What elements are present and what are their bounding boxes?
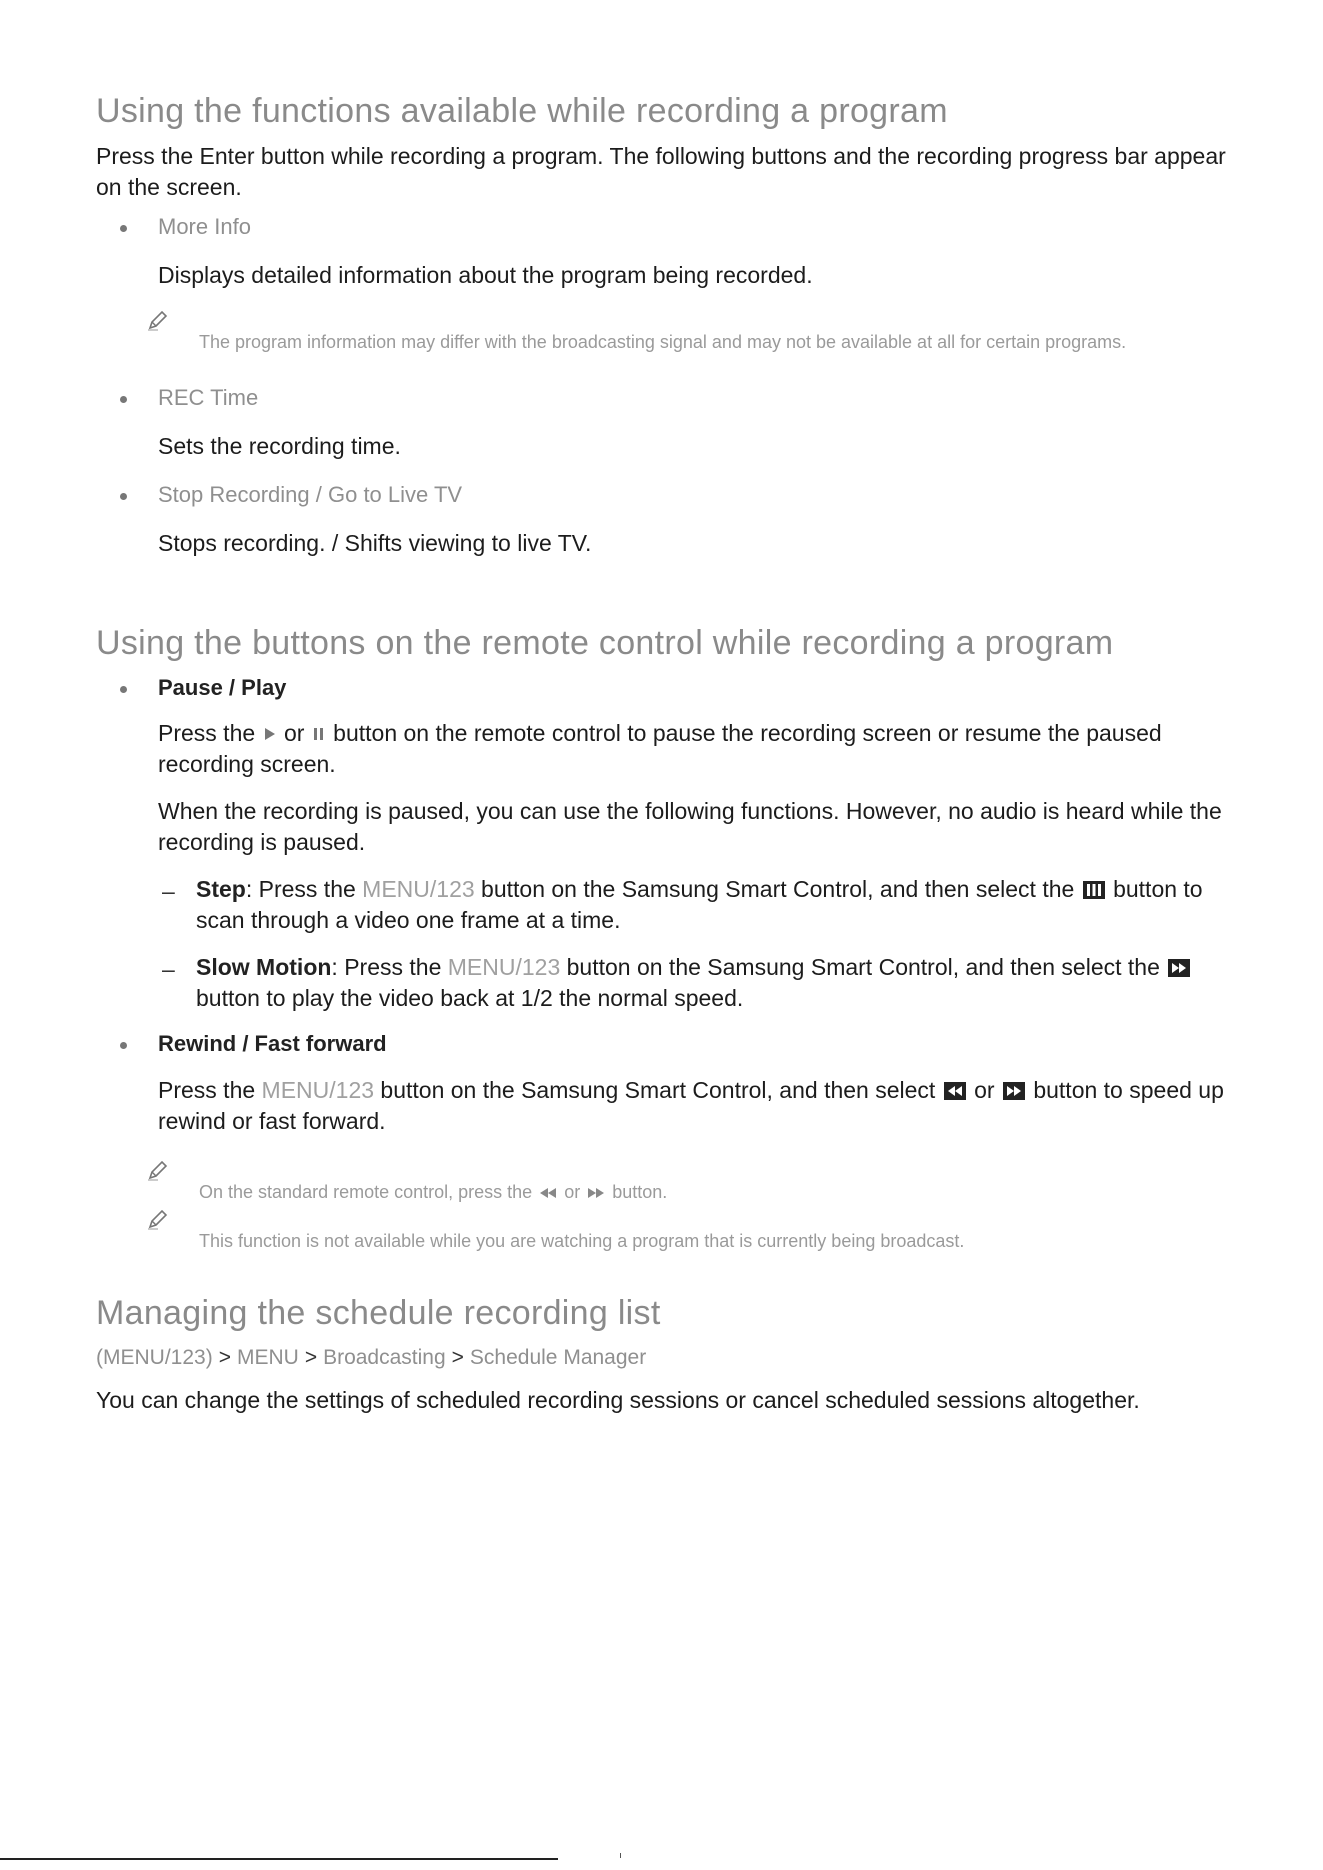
note-standard-remote: On the standard remote control, press the or button. <box>199 1182 668 1202</box>
item-desc-rec-time: Sets the recording time. <box>158 433 401 459</box>
note-not-available: This function is not available while you are watching a program that is currently being broadcast. <box>199 1231 965 1251</box>
section1-intro: Press the Enter button while recording a program. The following buttons and the recording progress bar appear on the screen. <box>96 143 1226 200</box>
section-heading-schedule-list: Managing the schedule recording list <box>96 1294 661 1332</box>
menu-123-label: MENU/123 <box>362 876 475 902</box>
note-program-info: The program information may differ with the broadcasting signal and may not be available at all for certain programs. <box>199 332 1127 352</box>
pause-icon <box>312 726 326 742</box>
breadcrumb-menu: MENU <box>236 1346 299 1369</box>
item-desc-stop-recording: Stops recording. / Shifts viewing to live TV. <box>158 530 592 556</box>
paused-functions-text: When the recording is paused, you can use the following functions. However, no audio is heard while the recording is paused. <box>158 798 1222 855</box>
footer-tick <box>620 1853 621 1858</box>
rewind-icon <box>538 1187 558 1199</box>
bullet-icon <box>120 396 127 403</box>
breadcrumb-menu-123: (MENU/123) <box>96 1346 213 1369</box>
section3-desc: You can change the settings of scheduled recording sessions or cancel scheduled sessions altogether. <box>96 1387 1140 1413</box>
bullet-icon <box>120 225 127 232</box>
section-heading-recording-functions: Using the functions available while recording a program <box>96 92 948 130</box>
footer-rule <box>0 1858 558 1860</box>
slow-motion-icon <box>1168 959 1190 977</box>
pencil-icon <box>146 1158 170 1182</box>
pencil-icon <box>146 1207 170 1231</box>
bullet-icon <box>120 1042 127 1049</box>
dash-marker: – <box>162 956 175 982</box>
item-title-rec-time: REC Time <box>158 385 259 410</box>
menu-123-label: MENU/123 <box>261 1077 375 1103</box>
play-icon <box>263 726 277 742</box>
bullet-icon <box>120 493 127 500</box>
pencil-icon <box>146 308 170 332</box>
step-icon <box>1083 881 1105 899</box>
rewind-icon <box>944 1082 966 1100</box>
slow-motion-text: Slow Motion: Press the MENU/123 button on the Samsung Smart Control, and then select the button to play the video back at 1/2 the normal speed. <box>196 952 1246 1014</box>
section-heading-remote-buttons: Using the buttons on the remote control while recording a program <box>96 624 1114 662</box>
item-title-rewind-ff: Rewind / Fast forward <box>158 1031 387 1056</box>
item-desc-more-info: Displays detailed information about the program being recorded. <box>158 262 813 288</box>
item-title-stop-recording: Stop Recording / Go to Live TV <box>158 482 463 507</box>
item-title-pause-play: Pause / Play <box>158 675 287 700</box>
item-title-more-info: More Info <box>158 214 251 239</box>
fast-forward-icon <box>1003 1082 1025 1100</box>
breadcrumb-broadcasting: Broadcasting <box>323 1346 446 1369</box>
menu-123-label: MENU/123 <box>447 954 561 980</box>
fast-forward-icon <box>586 1187 606 1199</box>
pause-play-desc: Press the or button on the remote control to pause the recording screen or resume the paused recording screen. <box>158 720 1162 777</box>
breadcrumb: (MENU/123) > MENU > Broadcasting > Schedule Manager <box>96 1346 647 1369</box>
breadcrumb-schedule-manager: Schedule Manager <box>469 1346 647 1369</box>
step-function-text: Step: Press the MENU/123 button on the Samsung Smart Control, and then select the button to scan through a video one frame at a time. <box>196 876 1203 933</box>
rewind-ff-desc: Press the MENU/123 button on the Samsung Smart Control, and then select or button to speed up rewind or fast forward. <box>158 1077 1224 1134</box>
bullet-icon <box>120 686 127 693</box>
dash-marker: – <box>162 878 175 904</box>
